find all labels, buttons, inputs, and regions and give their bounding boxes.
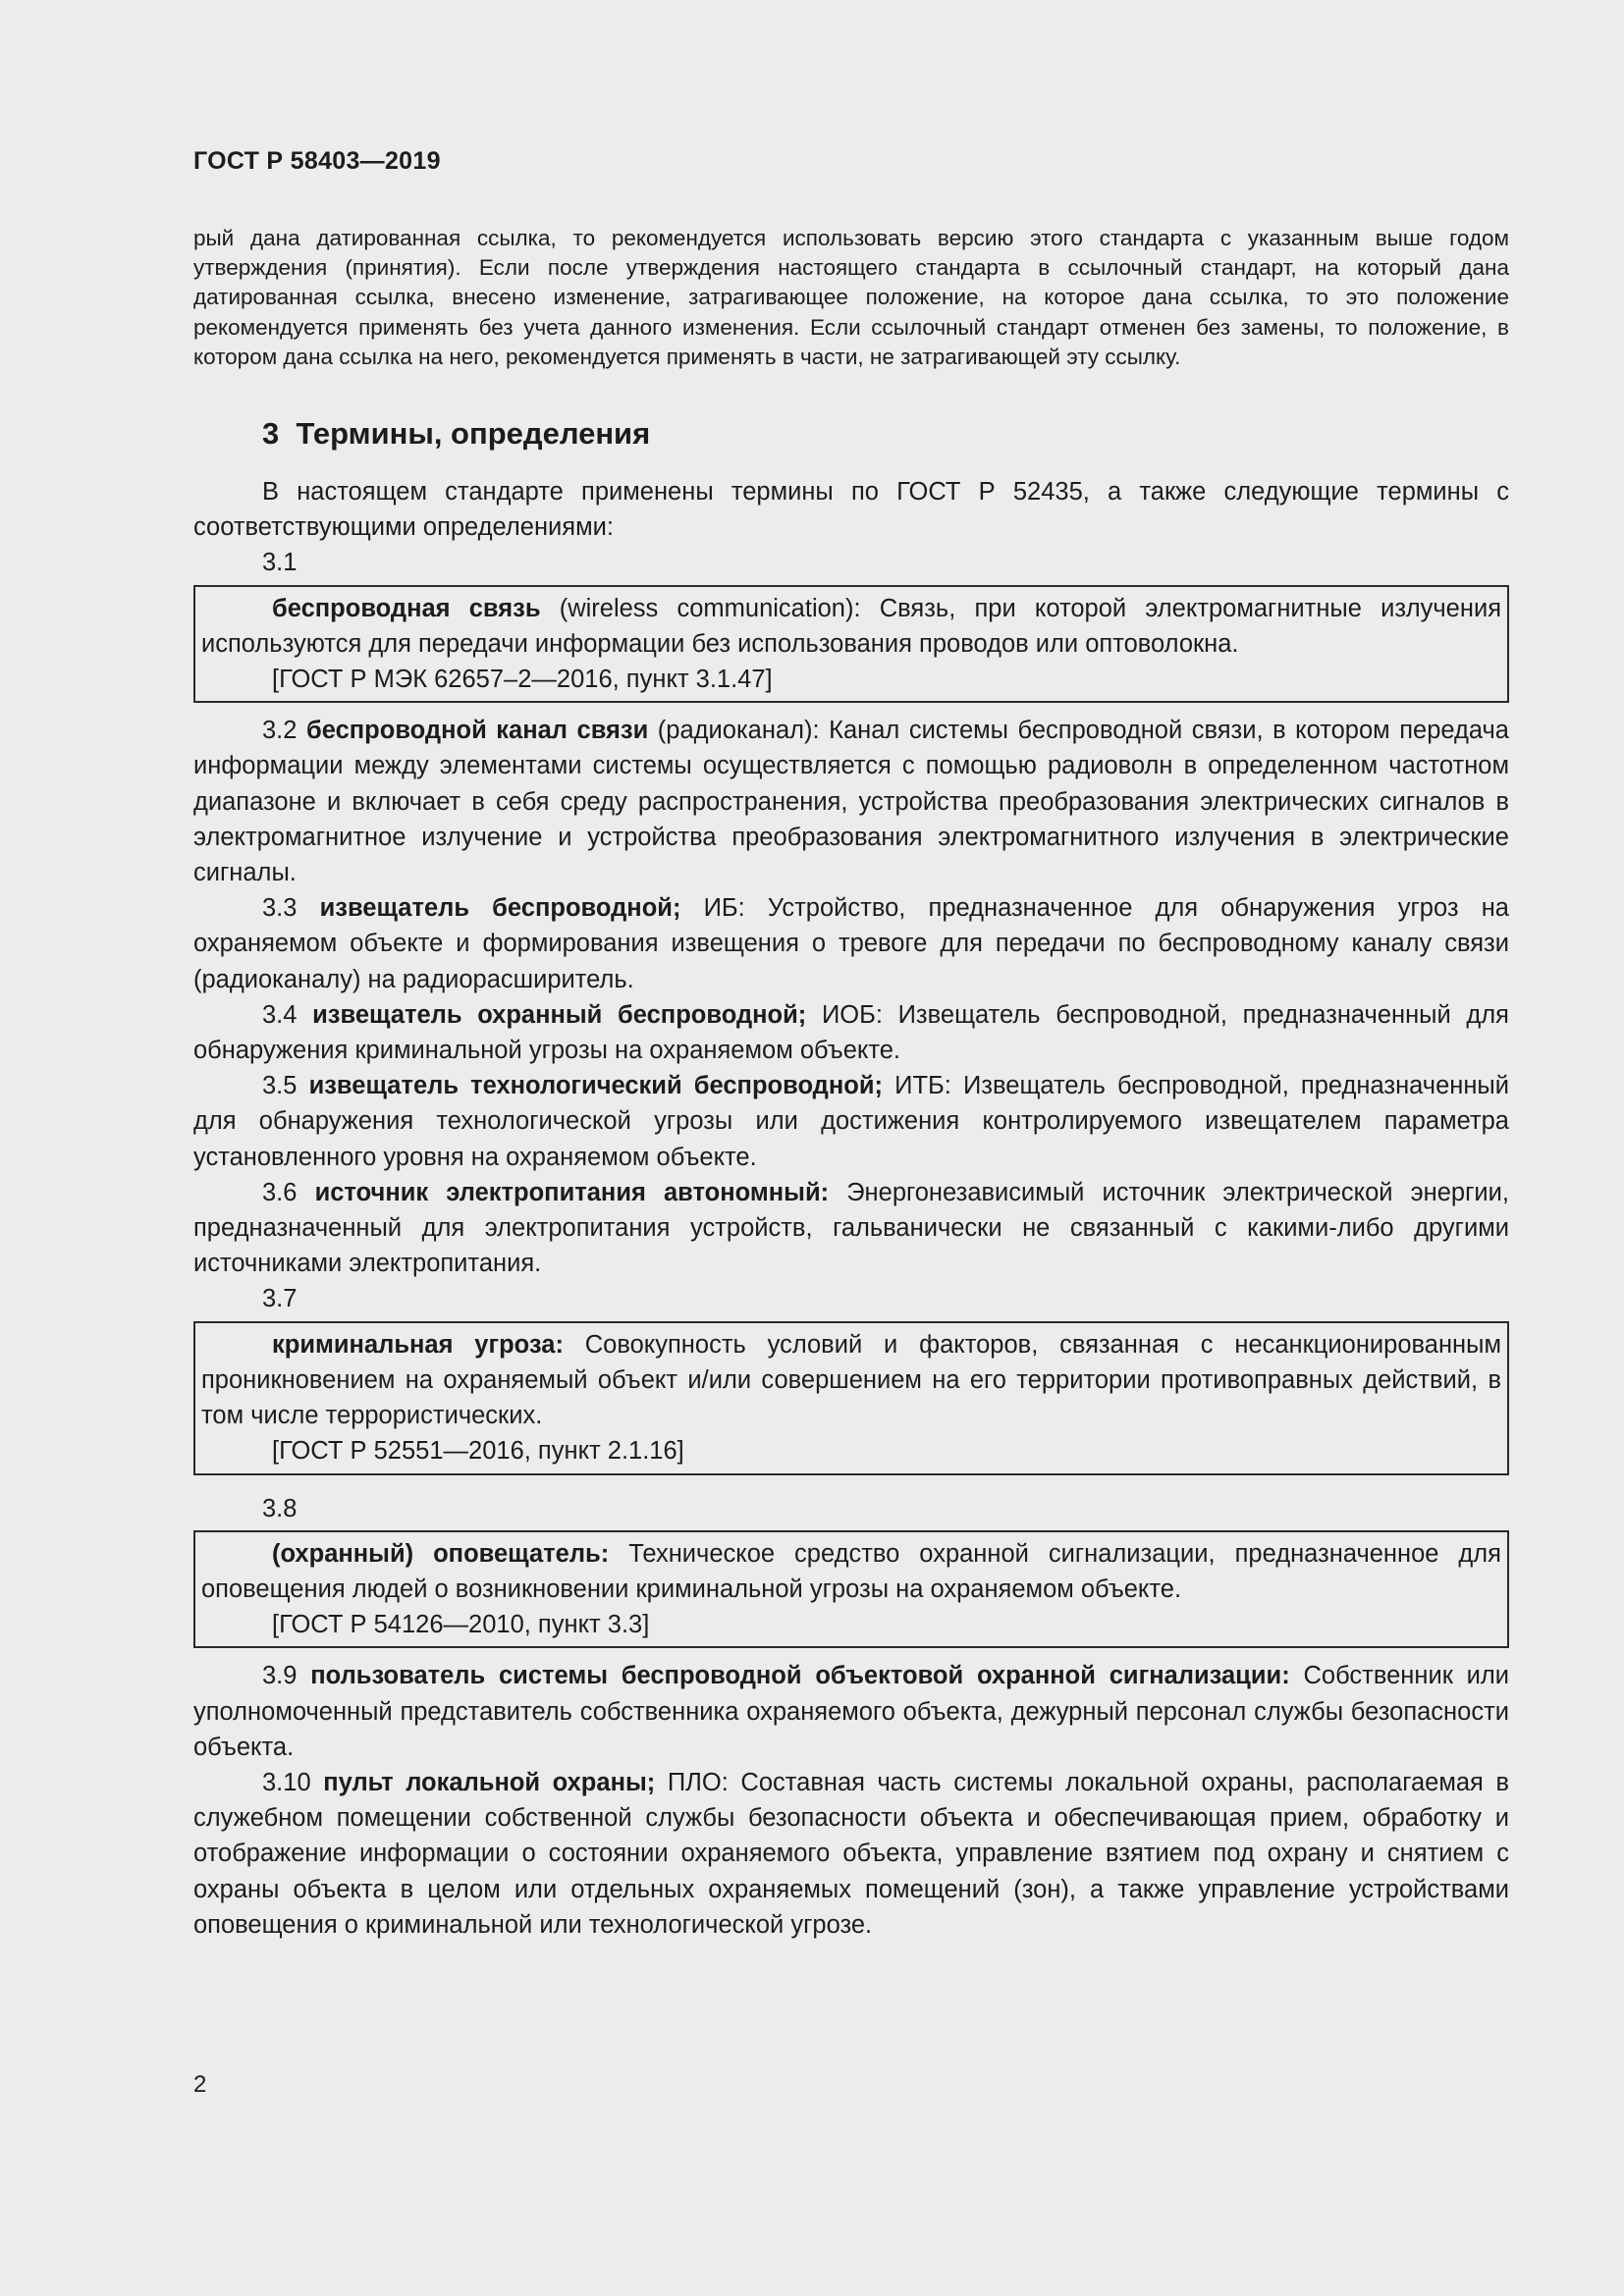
term-number: 3.5 <box>262 1072 298 1100</box>
term-name: криминальная угроза: <box>272 1330 564 1359</box>
term-reference: [ГОСТ Р МЭК 62657–2—2016, пункт 3.1.47] <box>272 666 773 694</box>
term-text: (wireless communication): Связь, при которой электромагнитные излучения используются для передачи информации без использования проводов или оптоволокна. <box>201 594 1501 658</box>
term-number: 3.6 <box>262 1178 298 1206</box>
term-text: (радиоканал): Канал системы беспроводной связи, в котором передача информации между элементами системы осуществляется с помощью радиоволн в определенном частотном диапазоне и включает в себя среду распространения, устройства преобразования электрических сигналов в электромагнитное излучение и устройства преобразования электромагнитного излучения в электрические сигналы. <box>193 717 1509 887</box>
page-number: 2 <box>193 2071 207 2098</box>
term-number: 3.1 <box>262 549 298 577</box>
term-text: Собственник или уполномоченный представитель собственника охраняемого объекта, дежурный персонал службы безопасности объекта. <box>193 1662 1510 1761</box>
document-header: ГОСТ Р 58403—2019 <box>193 147 441 175</box>
term-definition <box>193 890 1509 997</box>
section-title: Термины, определения <box>296 416 651 452</box>
section-intro: В настоящем стандарте применены термины по ГОСТ Р 52435, а также следующие термины с соответствующими определениями: <box>193 478 1509 542</box>
term-name: извещатель беспроводной; <box>319 894 681 923</box>
term-name: извещатель технологический беспроводной; <box>308 1072 884 1100</box>
term-name: источник электропитания автономный: <box>314 1178 830 1206</box>
term-number: 3.8 <box>262 1494 298 1522</box>
section-heading <box>193 415 1509 453</box>
term-number: 3.2 <box>262 717 298 745</box>
term-box <box>193 1321 1509 1475</box>
term-definition <box>193 1175 1509 1282</box>
term-name: (охранный) оповещатель: <box>272 1539 610 1568</box>
term-number: 3.4 <box>262 1000 298 1029</box>
page-content <box>193 224 1509 1943</box>
term-definition <box>193 713 1509 890</box>
term-text: ПЛО: Составная часть системы локальной охраны, располагаемая в служебном помещении собственной службы безопасности объекта и обеспечивающая прием, обработку и отображение информации о состоянии охраняемого объекта, управление взятием под охрану и снятием с охраны объекта в целом или отдельных охраняемых помещений (зон), а также управление устройствами оповещения о криминальной или технологической угрозе. <box>193 1768 1510 1939</box>
term-definition <box>193 1765 1509 1943</box>
term-number: 3.9 <box>262 1662 298 1690</box>
term-text: ИОБ: Извещатель беспроводной, предназначенный для обнаружения криминальной угрозы на охраняемом объекте. <box>193 1000 1509 1065</box>
term-text: ИБ: Устройство, предназначенное для обнаружения угроз на охраняемом объекте и формирования извещения о тревоге для передачи по беспроводному каналу связи (радиоканалу) на радиорасширитель. <box>193 894 1509 993</box>
term-name: беспроводной канал связи <box>305 717 649 745</box>
term-text: Энергонезависимый источник электрической энергии, предназначенный для электропитания устройств, гальванически не связанный с какими-либо другими источниками электропитания. <box>193 1178 1509 1278</box>
term-text: Техническое средство охранной сигнализации, предназначенное для оповещения людей о возникновении криминальной угрозы на охраняемом объекте. <box>201 1539 1501 1603</box>
term-name: беспроводная связь <box>272 594 541 622</box>
section-number: 3 <box>262 416 280 452</box>
intro-paragraph: рый дана датированная ссылка, то рекомендуется использовать версию этого стандарта с указанным выше годом утверждения (принятия). Если после утверждения настоящего стандарта в ссылочный стандарт, на который дана датированная ссылка, внесено изменение, затрагивающее положение, на которое дана ссылка, то это положение рекомендуется применять без учета данного изменения. Если ссылочный стандарт отменен без замены, то положение, в котором дана ссылка на него, рекомендуется применять в части, не затрагивающей эту ссылку. <box>193 226 1509 369</box>
term-number: 3.3 <box>262 894 298 923</box>
term-text: Совокупность условий и факторов, связанная с несанкционированным проникновением на охраняемый объект и/или совершением на его территории противоправных действий, в том числе террористических. <box>201 1330 1501 1430</box>
term-definition <box>193 1658 1509 1765</box>
term-name: извещатель охранный беспроводной; <box>312 1000 807 1029</box>
term-box <box>193 585 1509 704</box>
term-name: пользователь системы беспроводной объектовой охранной сигнализации: <box>310 1662 1290 1690</box>
term-text: ИТБ: Извещатель беспроводной, предназначенный для обнаружения технологической угрозы или достижения контролируемого извещателем параметра установленного уровня на охраняемом объекте. <box>193 1072 1510 1171</box>
term-definition <box>193 1068 1509 1175</box>
term-reference: [ГОСТ Р 52551—2016, пункт 2.1.16] <box>272 1437 684 1466</box>
term-definition <box>201 1327 1501 1434</box>
term-reference: [ГОСТ Р 54126—2010, пункт 3.3] <box>272 1611 650 1639</box>
term-number: 3.7 <box>262 1285 298 1313</box>
section-body <box>193 474 1509 1943</box>
term-definition <box>193 997 1509 1068</box>
term-number: 3.10 <box>262 1768 311 1796</box>
term-definition <box>201 591 1501 662</box>
term-definition <box>201 1536 1501 1607</box>
term-box <box>193 1530 1509 1649</box>
term-name: пульт локальной охраны; <box>323 1768 656 1796</box>
